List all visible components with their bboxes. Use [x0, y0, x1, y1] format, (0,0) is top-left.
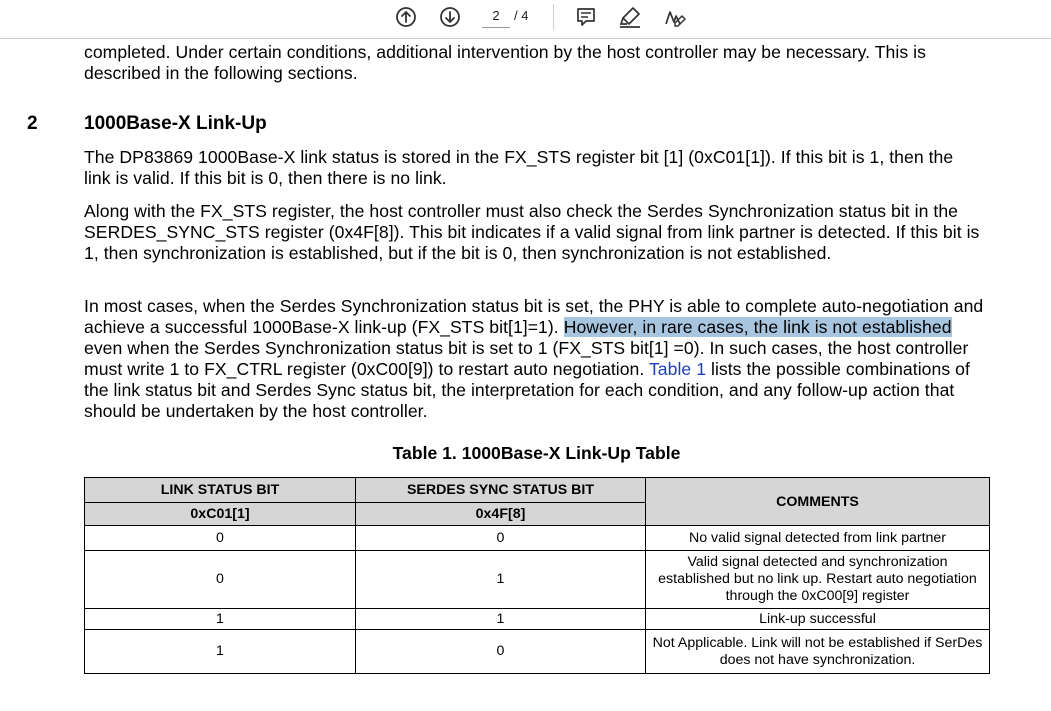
paragraph-text: In most cases, when the Serdes Synchronization status bit is set, the PHY is able to complete auto-negotiation and achieve a successful 1000Base-X link-up (FX_STS bit[1]=1).	[84, 296, 984, 337]
paragraph-text: lists the possible combinations of the link status bit and Serdes Sync status bit, the interpretation for each condition, and any follow-up action that should be undertaken by the host controller.	[84, 359, 970, 421]
paragraph-serdes-sync: Along with the FX_STS register, the host controller must also check the Serdes Synchronization status bit in the SERDES_SYNC_STS register (0x4F[8]). This bit indicates if a valid signal from link partner is detected. If this bit is 1, then synchronization is established, but if the bit is 0, then synchronization is not established.	[84, 201, 980, 263]
cell-link-status: 0	[85, 526, 356, 551]
pdf-toolbar	[0, 0, 1051, 39]
cell-comment: No valid signal detected from link partner	[646, 526, 990, 551]
paragraph-text: even when the Serdes Synchronization status bit is set to 1 (FX_STS bit[1] =0). In such cases, the host controller must write 1 to FX_CTRL register (0xC00[9]) to restart auto negotiation.	[84, 338, 969, 379]
header-serdes-sync: SERDES SYNC STATUS BIT	[356, 478, 646, 503]
cell-link-status: 0	[85, 551, 356, 609]
cell-serdes-sync: 0	[356, 526, 646, 551]
cell-link-status: 1	[85, 609, 356, 630]
cell-serdes-sync: 1	[356, 551, 646, 609]
toolbar-divider	[553, 4, 554, 30]
arrow-up-circle-icon[interactable]	[393, 5, 419, 29]
paragraph-intro: completed. Under certain conditions, additional intervention by the host controller may be necessary. This is described in the following sections.	[84, 42, 926, 83]
header-comments: COMMENTS	[646, 478, 990, 526]
highlighter-icon[interactable]	[617, 5, 643, 29]
cell-comment: Valid signal detected and synchronization established but no link up. Restart auto negotiation through the 0xC00[9] register	[646, 551, 990, 609]
section-number: 2	[27, 113, 38, 134]
table-row	[85, 526, 990, 551]
subheader-serdes-register: 0x4F[8]	[356, 503, 646, 526]
cell-serdes-sync: 0	[356, 630, 646, 674]
cell-comment: Link-up successful	[646, 609, 990, 630]
cell-comment: Not Applicable. Link will not be established if SerDes does not have synchronization.	[646, 630, 990, 674]
cell-serdes-sync: 1	[356, 609, 646, 630]
table-row	[85, 551, 990, 609]
page-total: / 4	[514, 8, 529, 23]
draw-icon[interactable]	[661, 5, 687, 29]
table-header-row	[85, 478, 990, 503]
page-number-input[interactable]: 2	[482, 5, 510, 28]
cell-link-status: 1	[85, 630, 356, 674]
paragraph-link-status: The DP83869 1000Base-X link status is stored in the FX_STS register bit [1] (0xC01[1]). If this bit is 1, then the link is valid. If this bit is 0, then there is no link.	[84, 147, 954, 188]
link-up-table	[84, 477, 990, 674]
table-row	[85, 609, 990, 630]
section-title: 1000Base-X Link-Up	[84, 113, 267, 134]
selected-text-highlight[interactable]: However, in rare cases, the link is not established	[563, 317, 952, 337]
subheader-link-status-register: 0xC01[1]	[85, 503, 356, 526]
header-link-status: LINK STATUS BIT	[85, 478, 356, 503]
comment-icon[interactable]	[573, 5, 599, 29]
table-1-link[interactable]: Table 1	[648, 359, 707, 379]
arrow-down-circle-icon[interactable]	[437, 5, 463, 29]
table-caption: Table 1. 1000Base-X Link-Up Table	[392, 443, 681, 463]
paragraph-most-cases	[84, 296, 984, 422]
table-row	[85, 630, 990, 674]
